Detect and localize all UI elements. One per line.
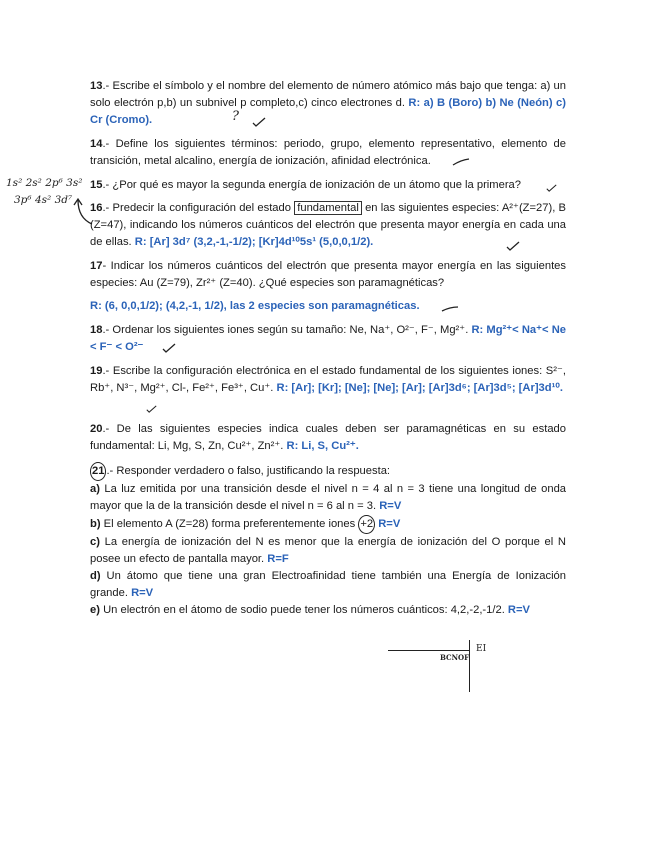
question-text: .- ¿Por qué es mayor la segunda energía de ionización de un átomo que la primera? (102, 179, 521, 191)
question-number: 16 (90, 202, 103, 214)
dash-mark-icon (452, 154, 470, 164)
question-20 (90, 421, 566, 455)
answer-text: R: (6, 0,0,1/2); (4,2,-1, 1/2), las 2 especies son paramagnéticas. (90, 300, 420, 312)
item-label: d) (90, 570, 101, 582)
question-16 (90, 200, 566, 251)
item-label: c) (90, 536, 100, 548)
question-text: .- Predecir la configuración del estado (102, 202, 291, 214)
answer-text: R: a) B (Boro) b) Ne (Neón) c) Cr (Cromo). (90, 97, 566, 126)
checkmark-icon (252, 114, 266, 124)
boxed-word: fundamental (294, 201, 362, 215)
item-text: La energía de ionización del N es menor que la energía de ionización del O porque el N posee un efecto de pantalla mayor. (90, 536, 567, 565)
question-number: 15 (90, 179, 103, 191)
question-number: 19 (90, 365, 103, 377)
question-19 (90, 363, 566, 397)
checkmark-icon (546, 180, 557, 190)
handwritten-ei-label: EI (476, 644, 487, 654)
question-text: - Indicar los números cuánticos del electrón que presenta mayor energía en las siguientes especies: Au (Z=79), Zr²⁺ (Z=40). ¿Qué especies son paramagnéticas? (90, 260, 566, 289)
question-number: 17 (90, 260, 103, 272)
question-number-circled: 21 (90, 462, 106, 481)
handwritten-question-mark: ? (232, 109, 239, 124)
question-21 (90, 462, 566, 619)
question-number: 13 (90, 80, 103, 92)
dash-mark-icon (440, 301, 460, 311)
item-text: El elemento A (Z=28) forma preferentemente iones (103, 518, 356, 530)
item-label: e) (90, 604, 100, 616)
checkmark-icon (162, 340, 176, 350)
question-text: .- Escribe el símbolo y el nombre del elemento de número atómico más bajo que tenga: a) un solo electrón p,b) un subnivel p completo,c) cinco electrones d. (90, 80, 566, 109)
item-text: Un electrón en el átomo de sodio puede tener los números cuánticos: 4,2,-2,-1/2. (103, 604, 505, 616)
handwritten-line (388, 650, 470, 651)
question-text-continued: en las siguientes especies: A²⁺(Z=27), B (Z=47), indicando los números cuánticos del electrón que presenta mayor energía en cada una de ellas. (90, 202, 567, 248)
item-text: Un átomo que tiene una gran Electroafinidad tiene también una Energía de Ionización grande. (90, 570, 566, 599)
question-14 (90, 136, 566, 170)
answer-text: R: [Ar] 3d⁷ (3,2,-1,-1/2); [Kr]4d¹⁰5s¹ (5,0,0,1/2). (134, 236, 374, 248)
question-number: 14 (90, 138, 103, 150)
handwritten-configuration-2: 3p⁶ 4s² 3d⁷ (14, 194, 73, 206)
item-answer: R=V (131, 587, 154, 599)
checkmark-icon (146, 401, 157, 411)
question-text: .- Ordenar los siguientes iones según su tamaño: Ne, Na⁺, O²⁻, F⁻, Mg²⁺. (102, 324, 469, 336)
checkmark-icon (505, 238, 521, 248)
answer-text: R: Li, S, Cu²⁺. (286, 440, 359, 452)
question-text: .- Responder verdadero o falso, justificando la respuesta: (106, 465, 391, 477)
question-15 (90, 177, 566, 194)
question-text: .- Escribe la configuración electrónica en el estado fundamental de los siguientes iones: S²⁻, Rb⁺, N³⁻, Mg²⁺, Cl-, Fe²⁺, Fe³⁺, Cu⁺. (90, 365, 566, 394)
handwritten-vertical-line (469, 640, 470, 692)
question-17 (90, 258, 566, 315)
item-label: a) (90, 483, 100, 495)
item-answer: R=V (507, 604, 530, 616)
handwritten-configuration-1: 1s² 2s² 2p⁶ 3s² (6, 177, 83, 189)
circled-charge: +2 (358, 515, 375, 534)
answer-text: R: [Ar]; [Kr]; [Ne]; [Ne]; [Ar]; [Ar]3d⁶; [Ar]3d⁵; [Ar]3d¹⁰. (276, 382, 563, 394)
question-number: 20 (90, 423, 103, 435)
item-answer: R=V (378, 518, 401, 530)
handwritten-elements-label: BCNOF (440, 653, 470, 662)
item-label: b) (90, 518, 101, 530)
question-text: .- Define los siguientes términos: periodo, grupo, elemento representativo, elemento de transición, metal alcalino, energía de ionización, afinidad electrónica. (90, 138, 566, 167)
question-text: .- De las siguientes especies indica cuales deben ser paramagnéticas en su estado fundamental: Li, Mg, S, Zn, Cu²⁺, Zn²⁺. (90, 423, 566, 452)
item-text: La luz emitida por una transición desde el nivel n = 4 al n = 3 tiene una longitud de onda mayor que la de la transición desde el nivel n = 6 al n = 3. (90, 483, 567, 512)
item-answer: R=F (267, 553, 289, 565)
answer-text: R: Mg²⁺< Na⁺< Ne < F⁻ < O²⁻ (90, 324, 566, 353)
question-number: 18 (90, 324, 103, 336)
question-13 (90, 78, 566, 129)
item-answer: R=V (379, 500, 402, 512)
